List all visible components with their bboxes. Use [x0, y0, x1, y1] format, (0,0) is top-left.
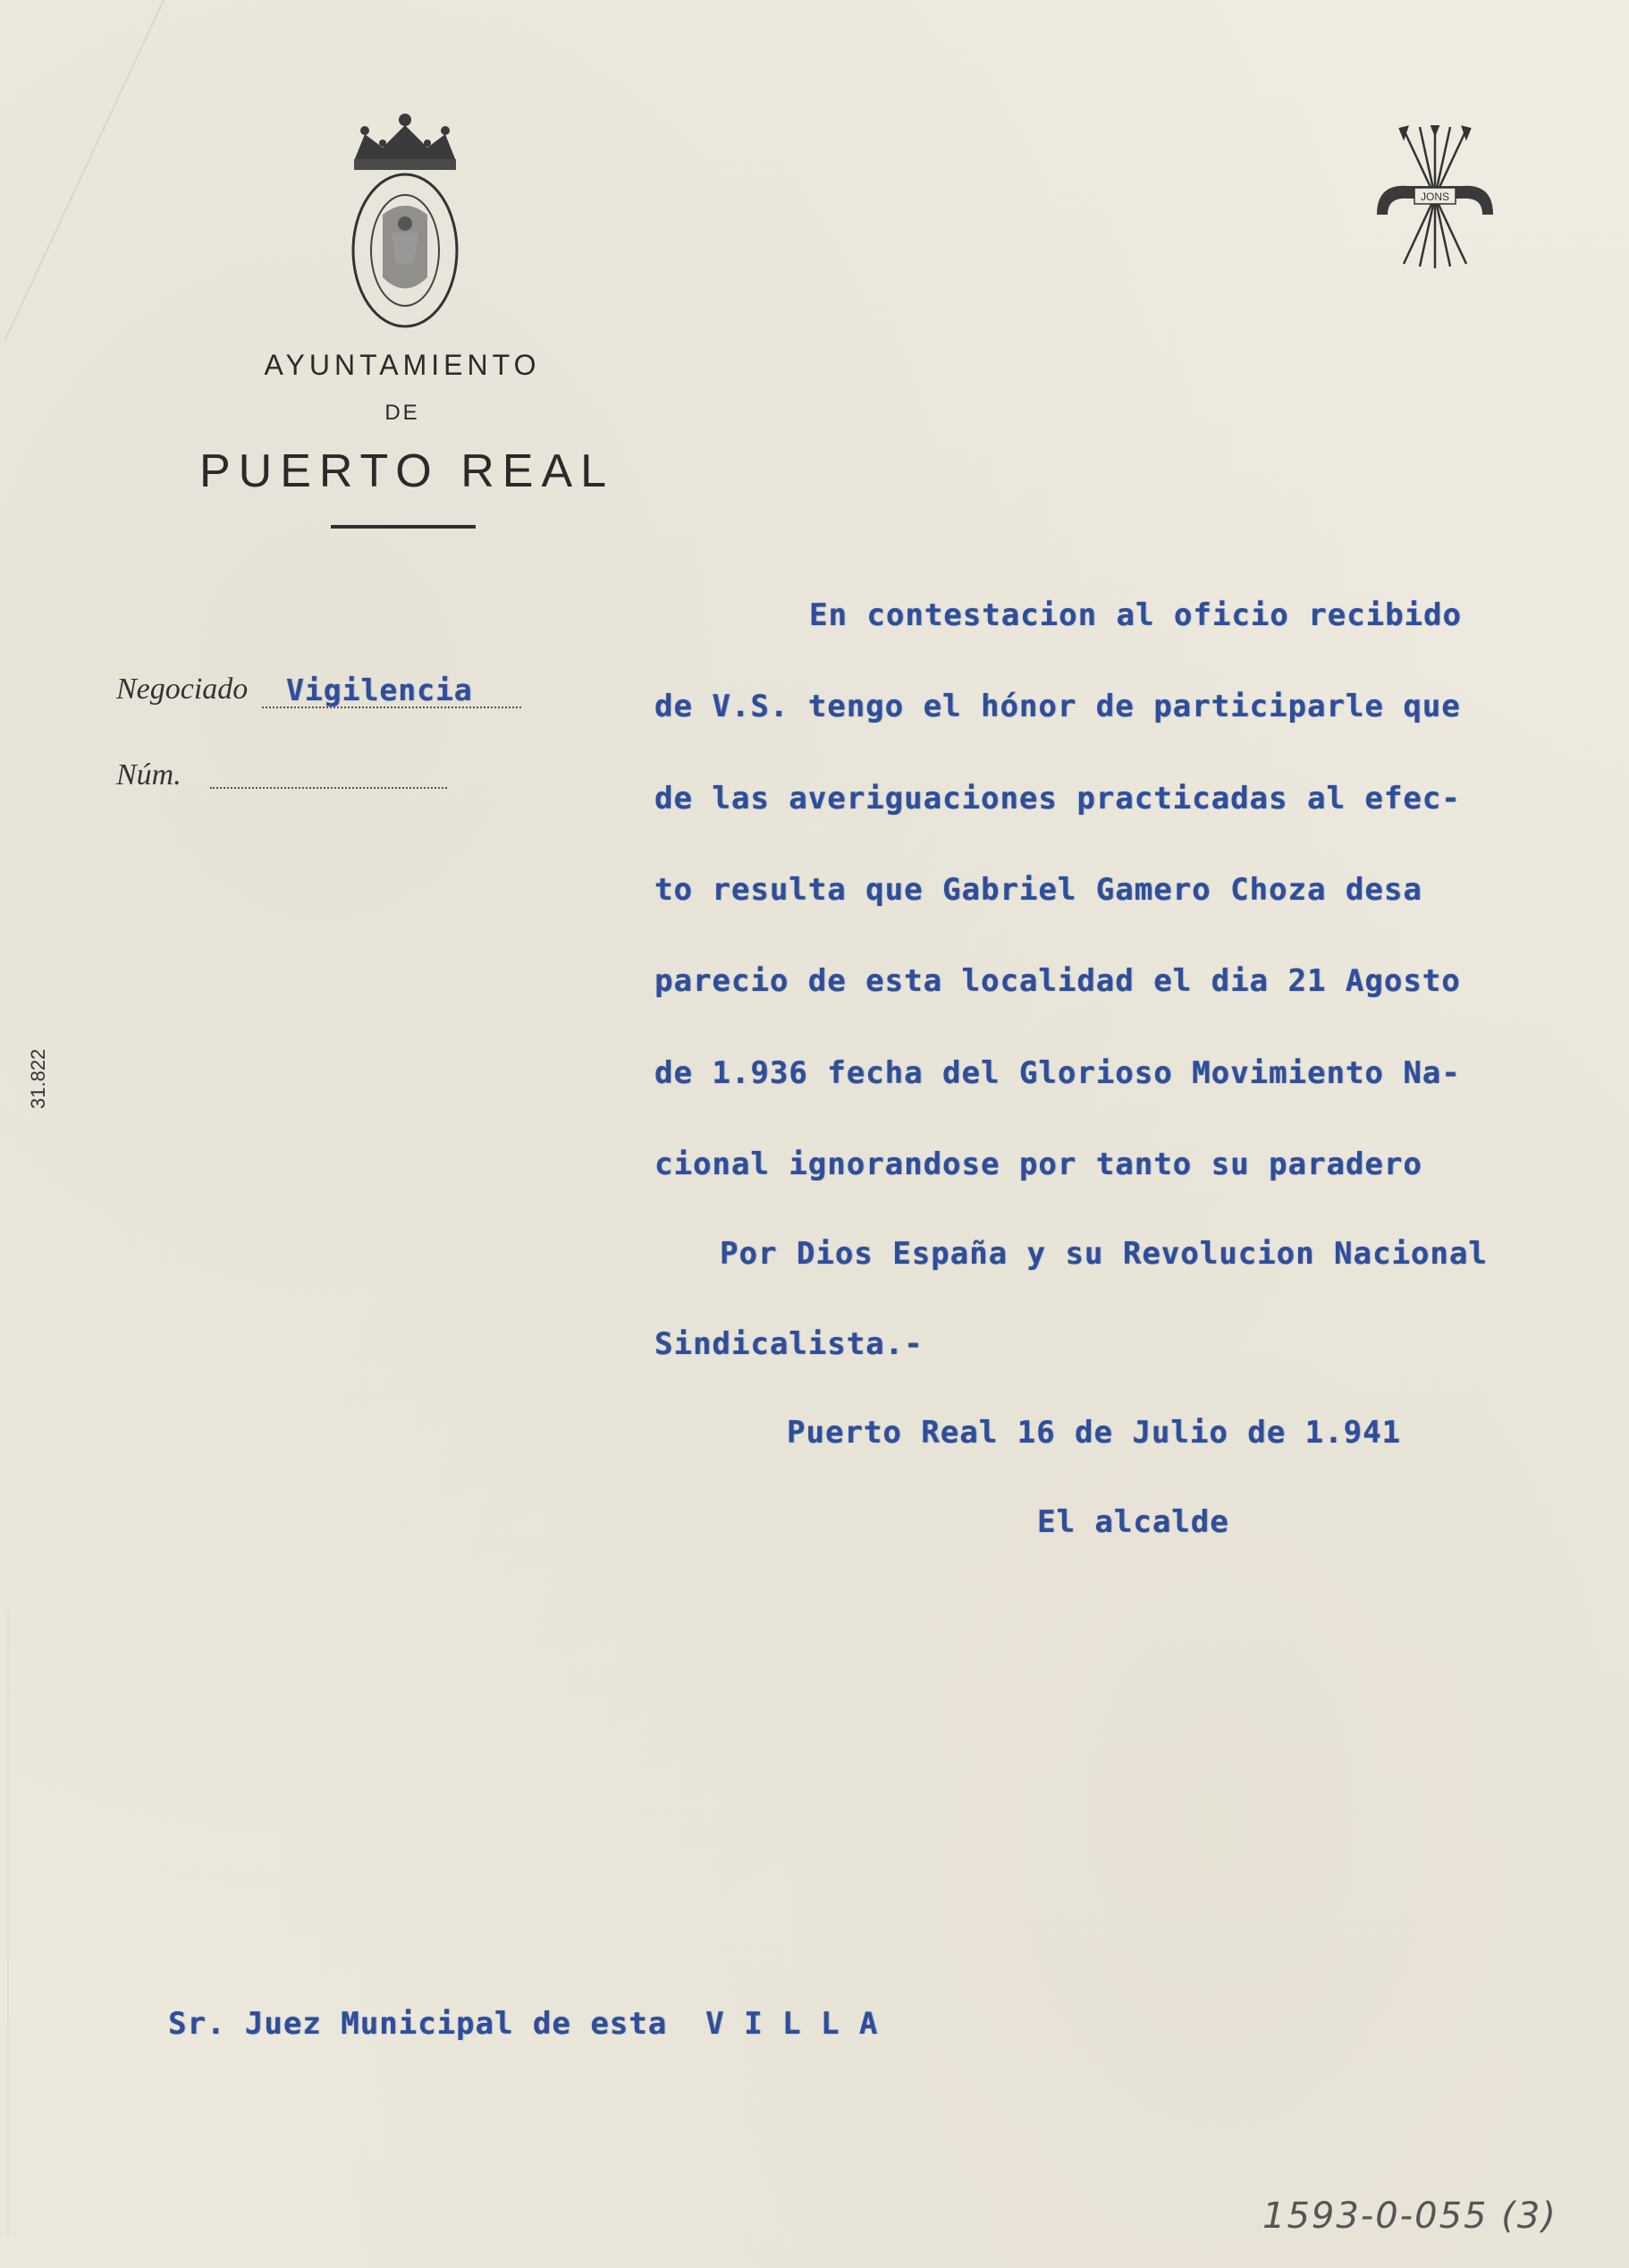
side-stamp-number: 31.822: [27, 1048, 49, 1109]
negociado-value: Vigilencia: [286, 673, 473, 707]
body-line: de 1.936 fecha del Glorioso Movimiento Na-: [654, 1055, 1461, 1091]
paper-crease: [7, 1610, 9, 2236]
body-line: parecio de esta localidad el dia 21 Agosto: [654, 963, 1461, 999]
letterhead-title: AYUNTAMIENTO: [264, 349, 541, 381]
addressee-line: Sr. Juez Municipal de esta V I L L A: [168, 2006, 879, 2042]
negociado-label: Negociado: [116, 673, 249, 706]
letterhead-rule: [331, 525, 476, 529]
signature-title: El alcalde: [1037, 1504, 1229, 1540]
svg-text:JONS: JONS: [1420, 190, 1450, 203]
body-line: En contestacion al oficio recibido: [809, 597, 1462, 633]
body-line: to resulta que Gabriel Gamero Choza desa: [654, 872, 1422, 908]
body-line: de las averiguaciones practicadas al efec-: [654, 781, 1461, 817]
body-line: cional ignorandose por tanto su paradero: [654, 1147, 1422, 1182]
num-dotted-line: [210, 787, 447, 789]
archive-catalog-number: 1593-0-055 (3): [1262, 2196, 1557, 2237]
letterhead-de: DE: [384, 401, 420, 425]
date-line: Puerto Real 16 de Julio de 1.941: [787, 1415, 1402, 1451]
coat-of-arms-icon: [338, 107, 472, 331]
letterhead-town: PUERTO REAL: [198, 445, 615, 497]
body-line: Sindicalista.-: [654, 1326, 924, 1362]
num-label: Núm.: [116, 758, 181, 791]
yoke-and-arrows-icon: [1368, 125, 1502, 268]
body-line: Por Dios España y su Revolucion Nacional: [720, 1236, 1488, 1272]
paper-crease: [4, 0, 165, 341]
body-line: de V.S. tengo el hónor de participarle que: [654, 689, 1461, 724]
